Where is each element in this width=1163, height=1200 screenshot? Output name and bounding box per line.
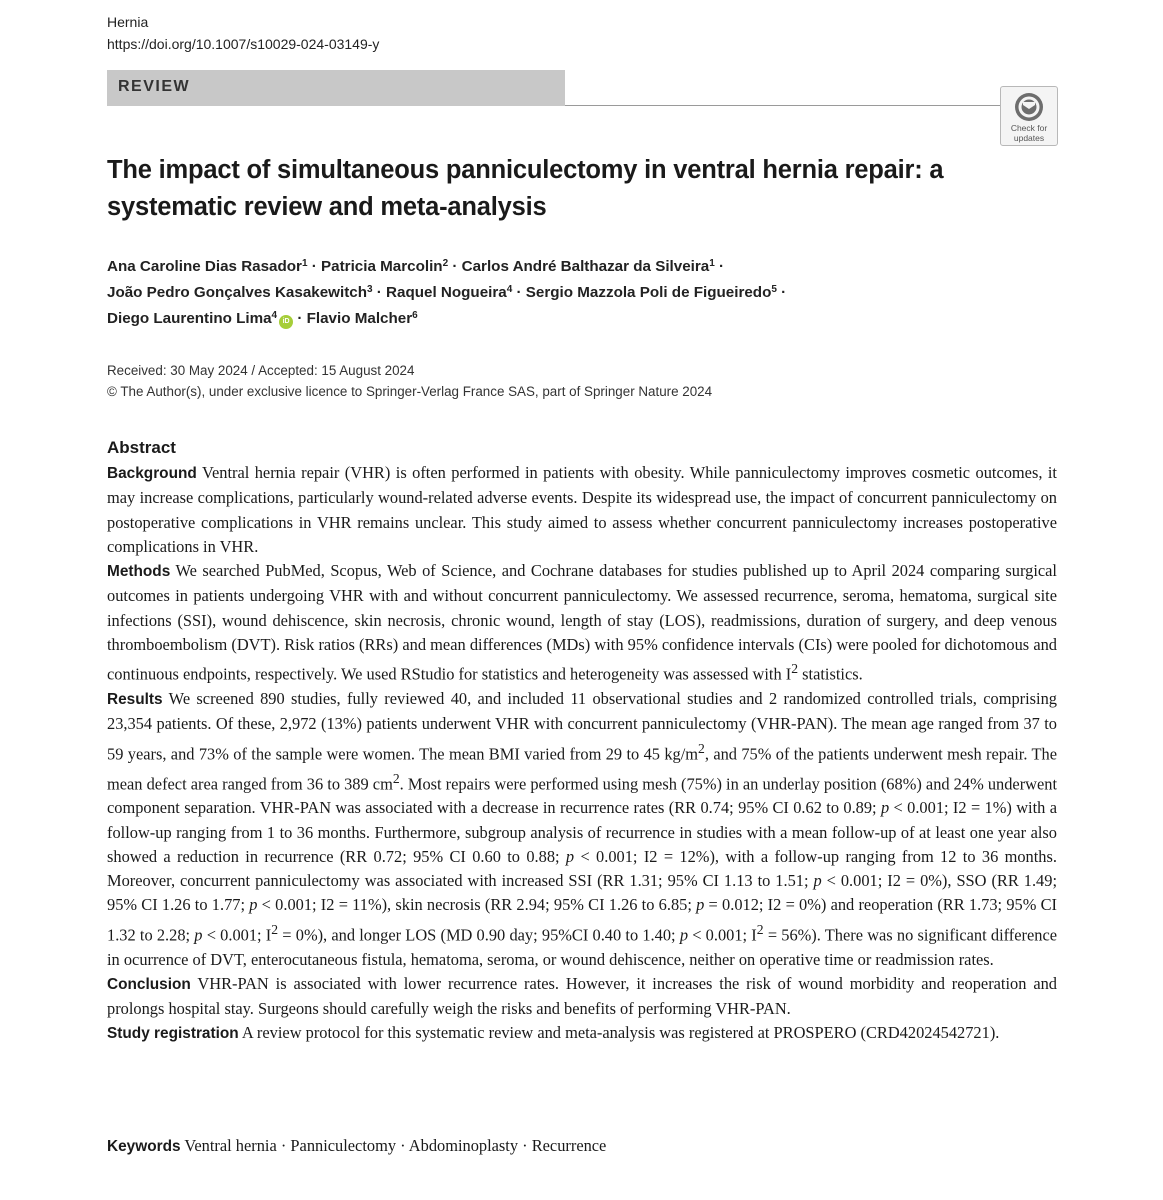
orcid-icon[interactable]: iD: [279, 315, 293, 329]
author-name: Diego Laurentino Lima: [107, 310, 272, 327]
conclusion-heading: Conclusion: [107, 975, 191, 993]
journal-name: Hernia: [107, 14, 149, 30]
author-affiliation: 4: [271, 310, 278, 321]
check-for-updates-line2: updates: [1013, 133, 1045, 143]
p-value-symbol: p: [813, 871, 822, 891]
author-affiliation: 2: [442, 258, 449, 269]
article-type-label: REVIEW: [118, 78, 191, 95]
results-text: = 0%), and longer LOS (MD 0.90 day; 95%CI 0.40 to 1.40;: [278, 925, 680, 945]
results-text: < 0.001; I2 = 12%), with a follow-up ranging from 12 to 36 months. Moreover, concurrent panniculectomy was associated with increased SSI (RR 1.31; 95% CI 1.13 to 1.51;: [107, 846, 1057, 891]
keyword-separator: ·: [518, 1136, 532, 1155]
keyword: Panniculectomy: [290, 1136, 397, 1155]
results-text: < 0.001; I2 = 11%), skin necrosis (RR 2.94; 95% CI 1.26 to 6.85;: [257, 895, 697, 915]
keywords: [107, 1134, 1057, 1159]
p-value-symbol: p: [249, 895, 258, 915]
author-name: Flavio Malcher: [306, 310, 413, 327]
crossmark-icon: [1014, 92, 1044, 122]
methods-text: We searched PubMed, Scopus, Web of Science, and Cochrane databases for studies published up to April 2024 comparing surgical outcomes in patients undergoing VHR with and without concurrent panniculectomy. We assessed recurrence, seroma, hematoma, surgical site infections (SSI), wound dehiscence, skin necrosis, chronic wound, length of stay (LOS), readmissions, duration of surgery, and deep venous thromboembolism (DVT). Risk ratios (RRs) and mean differences (MDs) with 95% confidence intervals (CIs) were pooled for dichotomous and continuous endpoints, respectively. We used RStudio for statistics and heterogeneity was assessed with I: [107, 561, 1057, 684]
superscript: 2: [698, 740, 705, 756]
received-accepted-dates: Received: 30 May 2024 / Accepted: 15 August 2024: [107, 363, 415, 378]
article-title: The impact of simultaneous panniculectomy in ventral hernia repair: a systematic review and meta-analysis: [107, 156, 944, 221]
p-value-symbol: p: [679, 925, 689, 945]
check-for-updates-badge[interactable]: [1000, 86, 1058, 146]
results-text: , and 75% of the patients underwent mesh repair. The mean defect area ranged from 36 to 389 cm: [107, 744, 1058, 793]
author-name: Sergio Mazzola Poli de Figueiredo: [525, 284, 772, 301]
p-value-symbol: p: [194, 925, 203, 945]
author-list: Ana Caroline Dias Rasador$^1$ · Patricia Marcolin$^2$ · Carlos André Balthazar da Silveira$^1$ · João Pedro Gonçalves Kasakewitch$^3$ · Raquel Nogueira$^4$ · Sergio Mazzola Poli de Figueiredo$^5$ · Diego Laurentino Lima$^4$iD · Flavio Malcher$^6$: [107, 258, 787, 327]
abstract-methods: [107, 559, 1057, 687]
author-affiliation: 1: [301, 258, 308, 269]
keyword-separator: ·: [276, 1136, 291, 1155]
author-name: João Pedro Gonçalves Kasakewitch: [107, 284, 367, 301]
results-text: < 0.001; I: [202, 925, 272, 945]
abstract-heading: Abstract: [107, 438, 176, 457]
author-name: Ana Caroline Dias Rasador: [107, 258, 302, 275]
copyright-notice: © The Author(s), under exclusive licence to Springer-Verlag France SAS, part of Springer Nature 2024: [107, 384, 713, 399]
header-rule: [565, 105, 1055, 106]
keyword: Ventral hernia: [184, 1136, 277, 1155]
author-name: Raquel Nogueira: [386, 284, 507, 301]
abstract-conclusion: [107, 972, 1057, 1022]
author-affiliation: 6: [412, 310, 418, 321]
keywords-heading: Keywords: [107, 1138, 181, 1155]
background-heading: Background: [107, 465, 197, 482]
abstract-body: [107, 461, 1057, 1047]
superscript: 2: [756, 921, 764, 937]
check-for-updates-text: [1001, 123, 1057, 143]
registration-heading: Study registration: [107, 1025, 239, 1043]
results-text: < 0.001; I2 = 0%), SSO (RR 1.49; 95% CI 1.26 to 1.77;: [107, 871, 1057, 915]
author-affiliation: 4: [506, 284, 513, 295]
conclusion-text: VHR-PAN is associated with lower recurrence rates. However, it increases the risk of wound morbidity and reoperation and prolongs hospital stay. Surgeons should carefully weigh the risks and benefits of performing VHR-PAN.: [107, 973, 1057, 1019]
results-heading: Results: [107, 691, 163, 709]
author-affiliation: 1: [709, 258, 715, 269]
check-for-updates-line1: Check for: [1010, 123, 1048, 133]
author-name: Patricia Marcolin: [321, 258, 443, 275]
results-text: < 0.001; I: [688, 925, 757, 945]
methods-heading: Methods: [107, 563, 171, 581]
superscript: 2: [392, 770, 400, 786]
superscript: 2: [271, 921, 279, 937]
p-value-symbol: p: [696, 895, 705, 915]
author-affiliation: 5: [771, 284, 777, 295]
doi-link[interactable]: https://doi.org/10.1007/s10029-024-03149-y: [107, 36, 380, 52]
author-name: Carlos André Balthazar da Silveira: [461, 258, 710, 275]
results-text: . Most repairs were performed using mesh (75%) in an underlay position (68%) and 24% underwent component separation. VHR-PAN was associated with a decrease in recurrence rates (RR 0.74; 95% CI 0.62 to 0.89;: [107, 773, 1058, 818]
results-text: = 56%). There was no significant difference in ocurrence of DVT, enterocutaneous fistula, hematoma, seroma, or wound dehiscence, neither on operative time or readmission rates.: [107, 925, 1058, 969]
results-text: = 0.012; I2 = 0%) and reoperation (RR 1.73; 95% CI 1.32 to 2.28;: [107, 895, 1057, 945]
p-value-symbol: p: [565, 846, 575, 866]
p-value-symbol: p: [880, 798, 890, 818]
keyword: Recurrence: [531, 1136, 607, 1155]
article-type-band: [107, 70, 565, 106]
abstract-registration: [107, 1021, 1057, 1046]
keyword-separator: ·: [396, 1136, 409, 1155]
registration-text: A review protocol for this systematic review and meta-analysis was registered at PROSPERO (CRD42024542721).: [241, 1023, 1000, 1043]
background-text: Ventral hernia repair (VHR) is often performed in patients with obesity. While panniculectomy improves cosmetic outcomes, it may increase complications, particularly wound-related adverse events. Despite its widespread use, the impact of concurrent panniculectomy on postoperative complications in VHR remains unclear. This study aimed to assess whether concurrent panniculectomy increases postoperative complications in VHR.: [107, 463, 1057, 556]
abstract-background: [107, 461, 1057, 559]
abstract-results: [107, 687, 1057, 972]
superscript: 2: [791, 661, 799, 677]
results-text: We screened 890 studies, fully reviewed 40, and included 11 observational studies and 2 randomized controlled trials, comprising 23,354 patients. Of these, 2,972 (13%) patients underwent VHR with concurrent panniculectomy (VHR-PAN). The mean age ranged from 37 to 59 years, and 73% of the sample were women. The mean BMI varied from 29 to 45 kg/m: [107, 689, 1057, 764]
methods-text-end: statistics.: [798, 664, 863, 684]
keyword: Abdominoplasty: [408, 1136, 519, 1155]
author-affiliation: 3: [366, 284, 373, 295]
results-text: < 0.001; I2 = 1%) with a follow-up ranging from 1 to 36 months. Furthermore, subgroup analysis of recurrence in studies with a mean follow-up of at least one year also showed a reduction in recurrence (RR 0.72; 95% CI 0.60 to 0.88;: [107, 798, 1057, 866]
